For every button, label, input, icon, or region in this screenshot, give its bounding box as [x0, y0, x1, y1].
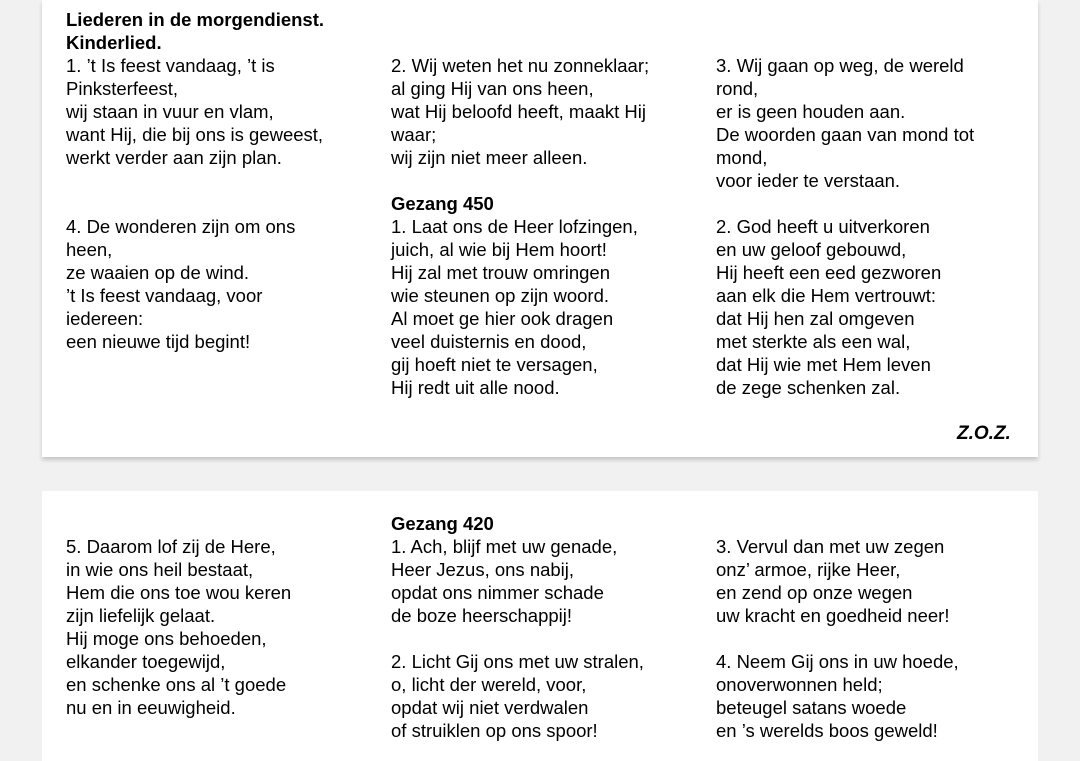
- verse-line: Hij redt uit alle nood.: [391, 377, 560, 398]
- verse-line: in wie ons heil bestaat,: [66, 559, 254, 580]
- verse-line: wie steunen op zijn woord.: [391, 285, 610, 306]
- verse-line: Hij zal met trouw omringen: [391, 262, 610, 283]
- verse-line: Pinksterfeest,: [66, 78, 179, 99]
- kinderlied-stanza-3: [716, 54, 974, 192]
- verse-line: 3. Vervul dan met uw zegen: [716, 536, 945, 557]
- verse-line: 3. Wij gaan op weg, de wereld: [716, 55, 964, 76]
- turn-over-note: Z.O.Z.: [957, 423, 1011, 444]
- gezang-420-stanza-3: [716, 535, 949, 627]
- verse-line: 1. Laat ons de Heer lofzingen,: [391, 216, 638, 237]
- gezang-450-stanza-2: [716, 215, 941, 399]
- section-heading: Liederen in de morgendienst.: [66, 9, 325, 30]
- kinderlied-stanza-2: [391, 54, 649, 169]
- verse-line: de zege schenken zal.: [716, 377, 901, 398]
- verse-line: en ’s werelds boos geweld!: [716, 720, 938, 741]
- verse-line: en schenke ons al ’t goede: [66, 674, 287, 695]
- verse-line: en uw geloof gebouwd,: [716, 239, 907, 260]
- verse-line: iedereen:: [66, 308, 144, 329]
- verse-line: elkander toegewijd,: [66, 651, 226, 672]
- verse-line: een nieuwe tijd begint!: [66, 331, 251, 352]
- verse-line: 1. Ach, blijf met uw genade,: [391, 536, 618, 557]
- verse-line: 2. God heeft u uitverkoren: [716, 216, 930, 237]
- song-title-gezang-420: Gezang 420: [391, 513, 494, 534]
- verse-line: ’t Is feest vandaag, voor: [66, 285, 263, 306]
- verse-line: wij staan in vuur en vlam,: [66, 101, 274, 122]
- verse-line: al ging Hij van ons heen,: [391, 78, 594, 99]
- verse-line: opdat wij niet verdwalen: [391, 697, 589, 718]
- verse-line: juich, al wie bij Hem hoort!: [391, 239, 607, 260]
- verse-line: wat Hij beloofd heeft, maakt Hij: [391, 101, 647, 122]
- verse-line: heen,: [66, 239, 113, 260]
- verse-line: veel duisternis en dood,: [391, 331, 587, 352]
- gezang-420-stanza-4: [716, 650, 959, 742]
- verse-line: mond,: [716, 147, 768, 168]
- verse-line: Hij heeft een eed gezworen: [716, 262, 942, 283]
- verse-line: Al moet ge hier ook dragen: [391, 308, 614, 329]
- verse-line: 2. Wij weten het nu zonneklaar;: [391, 55, 650, 76]
- gezang-420-stanza-1: [391, 535, 617, 627]
- verse-line: zijn liefelijk gelaat.: [66, 605, 216, 626]
- verse-line: uw kracht en goedheid neer!: [716, 605, 950, 626]
- verse-line: werkt verder aan zijn plan.: [66, 147, 282, 168]
- verse-line: 5. Daarom lof zij de Here,: [66, 536, 276, 557]
- verse-line: wij zijn niet meer alleen.: [391, 147, 588, 168]
- verse-line: rond,: [716, 78, 759, 99]
- verse-line: en zend op onze wegen: [716, 582, 913, 603]
- kinderlied-stanza-1: [66, 54, 323, 169]
- verse-line: of struiklen op ons spoor!: [391, 720, 598, 741]
- verse-line: Hij moge ons behoeden,: [66, 628, 267, 649]
- verse-line: 4. De wonderen zijn om ons: [66, 216, 296, 237]
- verse-line: de boze heerschappij!: [391, 605, 573, 626]
- verse-line: o, licht der wereld, voor,: [391, 674, 587, 695]
- verse-line: 1. ’t Is feest vandaag, ’t is: [66, 55, 275, 76]
- verse-line: er is geen houden aan.: [716, 101, 906, 122]
- verse-line: beteugel satans woede: [716, 697, 907, 718]
- verse-line: Hem die ons toe wou keren: [66, 582, 292, 603]
- verse-line: waar;: [391, 124, 437, 145]
- verse-line: voor ieder te verstaan.: [716, 170, 901, 191]
- verse-line: onz’ armoe, rijke Heer,: [716, 559, 901, 580]
- song-title-kinderlied: Kinderlied.: [66, 32, 162, 53]
- verse-line: 4. Neem Gij ons in uw hoede,: [716, 651, 959, 672]
- verse-line: De woorden gaan van mond tot: [716, 124, 975, 145]
- song-sheet-page-2: [42, 491, 1038, 761]
- song-sheet-page-1: [42, 0, 1038, 457]
- verse-line: onoverwonnen held;: [716, 674, 883, 695]
- verse-line: ze waaien op de wind.: [66, 262, 250, 283]
- verse-line: aan elk die Hem vertrouwt:: [716, 285, 937, 306]
- gezang-450-stanza-1: [391, 215, 638, 399]
- verse-line: Heer Jezus, ons nabij,: [391, 559, 575, 580]
- song-title-gezang-450: Gezang 450: [391, 193, 494, 214]
- verse-line: met sterkte als een wal,: [716, 331, 911, 352]
- verse-line: dat Hij wie met Hem leven: [716, 354, 931, 375]
- gezang-450-stanza-5: [66, 535, 291, 719]
- verse-line: gij hoeft niet te versagen,: [391, 354, 598, 375]
- verse-line: want Hij, die bij ons is geweest,: [66, 124, 324, 145]
- verse-line: nu en in eeuwigheid.: [66, 697, 236, 718]
- verse-line: 2. Licht Gij ons met uw stralen,: [391, 651, 644, 672]
- gezang-420-stanza-2: [391, 650, 644, 742]
- kinderlied-stanza-4: [66, 215, 295, 353]
- verse-line: dat Hij hen zal omgeven: [716, 308, 915, 329]
- verse-line: opdat ons nimmer schade: [391, 582, 604, 603]
